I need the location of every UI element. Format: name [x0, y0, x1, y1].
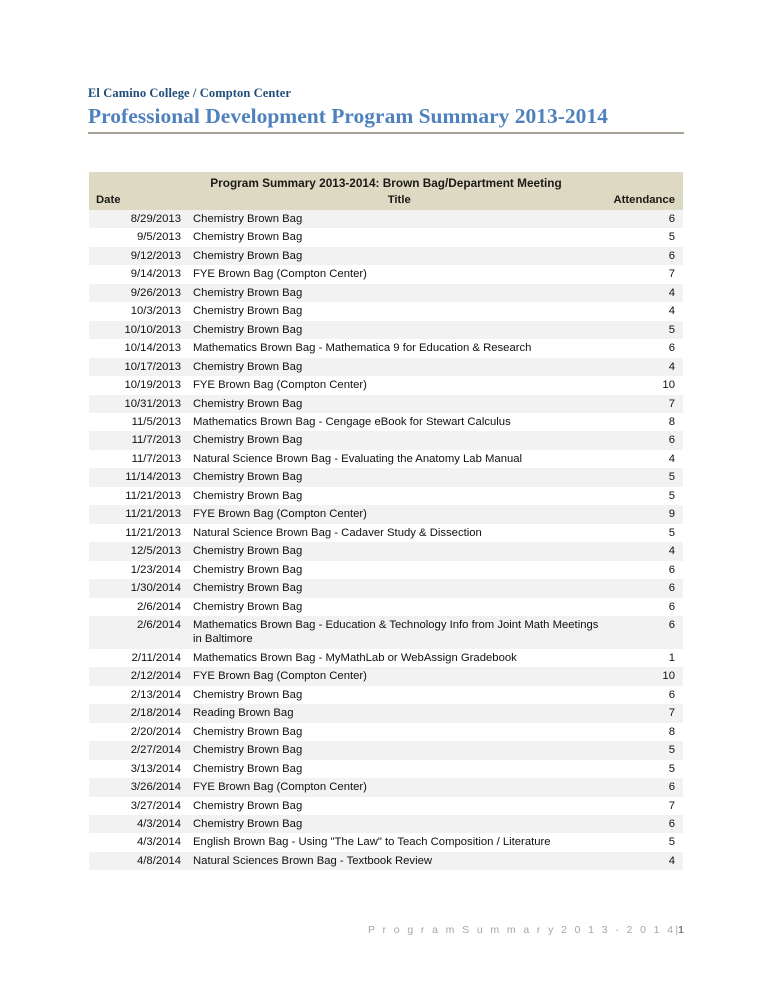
cell-title: Chemistry Brown Bag — [191, 487, 607, 505]
table-row — [89, 561, 683, 579]
cell-date: 8/29/2013 — [89, 210, 191, 228]
cell-title: FYE Brown Bag (Compton Center) — [191, 505, 607, 523]
page-footer — [368, 924, 684, 936]
table-row — [89, 339, 683, 357]
footer-separator: | — [675, 924, 679, 936]
cell-date: 10/31/2013 — [89, 395, 191, 413]
cell-attendance: 8 — [607, 723, 683, 741]
cell-attendance: 6 — [607, 247, 683, 265]
cell-title: Mathematics Brown Bag - Mathematica 9 for Education & Research — [191, 339, 607, 357]
cell-title: Mathematics Brown Bag - Cengage eBook for Stewart Calculus — [191, 413, 607, 431]
cell-attendance: 5 — [607, 468, 683, 486]
table-banner-row — [89, 172, 683, 193]
cell-title: Chemistry Brown Bag — [191, 686, 607, 704]
cell-date: 10/10/2013 — [89, 321, 191, 339]
cell-date: 2/12/2014 — [89, 667, 191, 685]
cell-title: Chemistry Brown Bag — [191, 247, 607, 265]
table-row — [89, 468, 683, 486]
cell-title: Chemistry Brown Bag — [191, 210, 607, 228]
cell-date: 9/14/2013 — [89, 265, 191, 283]
cell-attendance: 5 — [607, 487, 683, 505]
table-row — [89, 579, 683, 597]
cell-date: 11/7/2013 — [89, 431, 191, 449]
cell-date: 3/13/2014 — [89, 760, 191, 778]
cell-title: Chemistry Brown Bag — [191, 723, 607, 741]
cell-title: Chemistry Brown Bag — [191, 284, 607, 302]
table-row — [89, 302, 683, 320]
column-header-date: Date — [89, 193, 191, 210]
cell-title: Mathematics Brown Bag - MyMathLab or WebAssign Gradebook — [191, 649, 607, 667]
cell-date: 2/11/2014 — [89, 649, 191, 667]
table-row — [89, 616, 683, 649]
cell-date: 11/21/2013 — [89, 505, 191, 523]
cell-title: Chemistry Brown Bag — [191, 302, 607, 320]
cell-attendance: 7 — [607, 704, 683, 722]
cell-title: Chemistry Brown Bag — [191, 598, 607, 616]
footer-page-number: 1 — [678, 924, 684, 936]
cell-title: Chemistry Brown Bag — [191, 741, 607, 759]
cell-title: Natural Science Brown Bag - Evaluating the Anatomy Lab Manual — [191, 450, 607, 468]
cell-date: 2/18/2014 — [89, 704, 191, 722]
table-row — [89, 431, 683, 449]
cell-title: Chemistry Brown Bag — [191, 760, 607, 778]
organization-line: El Camino College / Compton Center — [88, 86, 292, 100]
cell-attendance: 4 — [607, 358, 683, 376]
cell-date: 11/21/2013 — [89, 487, 191, 505]
cell-date: 2/20/2014 — [89, 723, 191, 741]
cell-attendance: 5 — [607, 524, 683, 542]
table-row — [89, 852, 683, 870]
column-header-attendance: Attendance — [607, 193, 683, 210]
footer-label: P r o g r a m S u m m a r y 2 0 1 3 - 2 0 1 4 — [368, 924, 676, 936]
cell-attendance: 6 — [607, 210, 683, 228]
cell-attendance: 6 — [607, 598, 683, 616]
cell-date: 2/6/2014 — [89, 598, 191, 616]
cell-date: 3/27/2014 — [89, 797, 191, 815]
cell-attendance: 5 — [607, 321, 683, 339]
cell-title: Reading Brown Bag — [191, 704, 607, 722]
cell-title: Mathematics Brown Bag - Education & Technology Info from Joint Math Meetings in Baltimore — [191, 616, 607, 649]
table-row — [89, 358, 683, 376]
cell-title: Chemistry Brown Bag — [191, 321, 607, 339]
table-head — [89, 172, 683, 210]
cell-attendance: 5 — [607, 228, 683, 246]
table-row — [89, 450, 683, 468]
cell-attendance: 6 — [607, 616, 683, 649]
table-row — [89, 686, 683, 704]
cell-attendance: 6 — [607, 778, 683, 796]
cell-attendance: 6 — [607, 815, 683, 833]
cell-title: Natural Science Brown Bag - Cadaver Study & Dissection — [191, 524, 607, 542]
cell-date: 11/7/2013 — [89, 450, 191, 468]
cell-title: Chemistry Brown Bag — [191, 395, 607, 413]
cell-attendance: 6 — [607, 339, 683, 357]
table-row — [89, 723, 683, 741]
table-row — [89, 760, 683, 778]
cell-attendance: 7 — [607, 265, 683, 283]
cell-date: 11/5/2013 — [89, 413, 191, 431]
table-row — [89, 797, 683, 815]
table-row — [89, 667, 683, 685]
document-header — [88, 86, 684, 142]
cell-attendance: 7 — [607, 395, 683, 413]
cell-date: 12/5/2013 — [89, 542, 191, 560]
cell-attendance: 5 — [607, 833, 683, 851]
table-banner-title: Program Summary 2013-2014: Brown Bag/Department Meeting — [89, 172, 683, 193]
cell-date: 11/21/2013 — [89, 524, 191, 542]
table-row — [89, 376, 683, 394]
table-row — [89, 413, 683, 431]
cell-title: Chemistry Brown Bag — [191, 431, 607, 449]
cell-title: FYE Brown Bag (Compton Center) — [191, 667, 607, 685]
cell-date: 9/12/2013 — [89, 247, 191, 265]
table-row — [89, 395, 683, 413]
table-row — [89, 741, 683, 759]
cell-attendance: 6 — [607, 431, 683, 449]
cell-title: English Brown Bag - Using "The Law" to Teach Composition / Literature — [191, 833, 607, 851]
table-body — [89, 210, 683, 870]
cell-attendance: 6 — [607, 579, 683, 597]
cell-attendance: 5 — [607, 741, 683, 759]
table-row — [89, 487, 683, 505]
cell-attendance: 4 — [607, 542, 683, 560]
table-row — [89, 524, 683, 542]
table-row — [89, 247, 683, 265]
cell-attendance: 10 — [607, 376, 683, 394]
cell-title: Chemistry Brown Bag — [191, 228, 607, 246]
cell-title: Chemistry Brown Bag — [191, 358, 607, 376]
table-row — [89, 833, 683, 851]
cell-attendance: 4 — [607, 302, 683, 320]
table-row — [89, 284, 683, 302]
cell-date: 10/19/2013 — [89, 376, 191, 394]
cell-attendance: 8 — [607, 413, 683, 431]
cell-title: Chemistry Brown Bag — [191, 815, 607, 833]
table-column-header-row — [89, 193, 683, 210]
cell-attendance: 1 — [607, 649, 683, 667]
cell-date: 10/17/2013 — [89, 358, 191, 376]
cell-title: FYE Brown Bag (Compton Center) — [191, 376, 607, 394]
table-row — [89, 228, 683, 246]
cell-date: 4/8/2014 — [89, 852, 191, 870]
cell-date: 10/3/2013 — [89, 302, 191, 320]
cell-date: 9/26/2013 — [89, 284, 191, 302]
table-row — [89, 704, 683, 722]
column-header-title: Title — [191, 193, 607, 210]
cell-date: 4/3/2014 — [89, 815, 191, 833]
cell-title: FYE Brown Bag (Compton Center) — [191, 778, 607, 796]
cell-title: Chemistry Brown Bag — [191, 561, 607, 579]
table-row — [89, 505, 683, 523]
table-row — [89, 598, 683, 616]
cell-date: 2/6/2014 — [89, 616, 191, 649]
cell-date: 1/23/2014 — [89, 561, 191, 579]
cell-attendance: 7 — [607, 797, 683, 815]
cell-title: Chemistry Brown Bag — [191, 468, 607, 486]
table-row — [89, 321, 683, 339]
cell-title: Chemistry Brown Bag — [191, 579, 607, 597]
program-summary-table — [89, 172, 683, 870]
table-row — [89, 649, 683, 667]
cell-attendance: 9 — [607, 505, 683, 523]
page-title: Professional Development Program Summary 2013-2014 — [88, 103, 608, 128]
cell-attendance: 6 — [607, 686, 683, 704]
cell-date: 2/27/2014 — [89, 741, 191, 759]
table-row — [89, 815, 683, 833]
cell-date: 3/26/2014 — [89, 778, 191, 796]
cell-attendance: 10 — [607, 667, 683, 685]
cell-attendance: 5 — [607, 760, 683, 778]
cell-attendance: 6 — [607, 561, 683, 579]
table-row — [89, 778, 683, 796]
table-row — [89, 265, 683, 283]
cell-date: 4/3/2014 — [89, 833, 191, 851]
cell-title: Chemistry Brown Bag — [191, 542, 607, 560]
cell-date: 2/13/2014 — [89, 686, 191, 704]
cell-date: 1/30/2014 — [89, 579, 191, 597]
table-row — [89, 210, 683, 228]
cell-date: 9/5/2013 — [89, 228, 191, 246]
cell-attendance: 4 — [607, 284, 683, 302]
cell-title: Natural Sciences Brown Bag - Textbook Review — [191, 852, 607, 870]
cell-title: Chemistry Brown Bag — [191, 797, 607, 815]
cell-attendance: 4 — [607, 852, 683, 870]
cell-title: FYE Brown Bag (Compton Center) — [191, 265, 607, 283]
cell-attendance: 4 — [607, 450, 683, 468]
cell-date: 10/14/2013 — [89, 339, 191, 357]
table-row — [89, 542, 683, 560]
title-divider — [88, 132, 684, 134]
cell-date: 11/14/2013 — [89, 468, 191, 486]
